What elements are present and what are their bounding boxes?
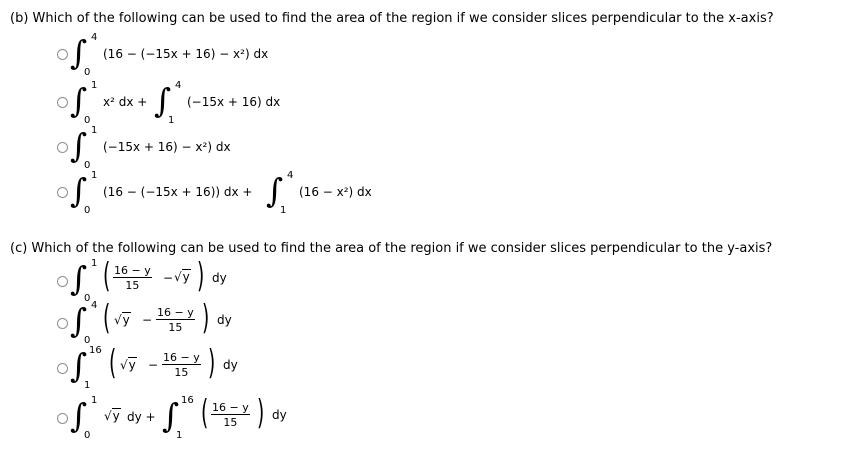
differential: dy [272,408,287,422]
integral-sign-icon: ∫ [70,346,88,385]
question-c: (c) Which of the following can be used to find the area of the region if we consider slices perpendicular to the y-axis? [10,241,773,256]
upper-limit: 4 [175,80,182,91]
lower-limit: 0 [84,293,91,304]
lower-limit: 0 [84,115,91,126]
integral-sign-icon: ∫ [162,396,180,435]
differential: dy [217,313,232,327]
integral-sign-icon: ∫ [70,171,88,210]
left-paren: ( [108,343,117,383]
question-b: (b) Which of the following can be used to find the area of the region if we consider slices perpendicular to the x-axis? [10,11,774,26]
fraction-numerator: 16 − y [114,264,151,277]
upper-limit: 4 [91,300,98,311]
integral-sign-icon: ∫ [70,259,88,298]
radio-b1[interactable] [57,49,68,60]
fraction [211,402,250,428]
radicand: y [182,270,190,284]
minus-sign: − [142,313,153,327]
radio-c4[interactable] [57,413,68,424]
lower-limit: 0 [84,430,91,441]
fraction [113,265,152,291]
fraction-numerator: 16 − y [163,351,200,364]
fraction-numerator: 16 − y [157,306,194,319]
square-root: √y [174,270,190,284]
fraction-denominator: 15 [168,321,183,334]
upper-limit: 1 [91,170,98,181]
fraction-denominator: 15 [125,279,140,292]
upper-limit: 16 [89,345,102,356]
radicand: y [122,313,130,327]
upper-limit: 1 [91,258,98,269]
differential: dy [223,358,238,372]
lower-limit: 1 [176,430,183,441]
integrand: (−15x + 16) − x²) dx [103,140,231,154]
lower-limit: 0 [84,67,91,78]
radio-c2[interactable] [57,318,68,329]
square-root: √y [104,409,120,423]
fraction [162,352,201,378]
square-root: √y [120,358,136,372]
left-paren: ( [102,256,111,296]
lower-limit: 1 [84,380,91,391]
fraction-denominator: 15 [174,366,189,379]
integral-sign-icon: ∫ [266,171,284,210]
differential: dy [212,271,227,285]
radio-c1[interactable] [57,276,68,287]
left-paren: ( [102,298,111,338]
upper-limit: 1 [91,80,98,91]
integrand: x² dx + [103,95,148,109]
integrand: (16 − (−15x + 16)) dx + [103,185,253,199]
fraction [156,307,195,333]
upper-limit: 1 [91,125,98,136]
right-paren: ) [196,256,205,296]
fraction-numerator: 16 − y [212,401,249,414]
integral-sign-icon: ∫ [70,396,88,435]
integral-sign-icon: ∫ [70,301,88,340]
radio-b3[interactable] [57,142,68,153]
radio-c3[interactable] [57,363,68,374]
integrand: (16 − x²) dx [299,185,372,199]
integrand: (−15x + 16) dx [187,95,281,109]
upper-limit: 1 [91,395,98,406]
integrand-tail: dy + [127,410,156,424]
integral-sign-icon: ∫ [70,126,88,165]
radicand: y [112,409,120,423]
upper-limit: 4 [91,32,98,43]
lower-limit: 0 [84,205,91,216]
upper-limit: 4 [287,170,294,181]
minus-sign: − [163,271,174,285]
integrand: (16 − (−15x + 16) − x²) dx [103,47,269,61]
radio-b2[interactable] [57,97,68,108]
right-paren: ) [256,393,265,433]
right-paren: ) [201,298,210,338]
radicand: y [128,358,136,372]
lower-limit: 1 [280,205,287,216]
square-root: √y [114,313,130,327]
upper-limit: 16 [181,395,194,406]
lower-limit: 0 [84,335,91,346]
right-paren: ) [207,343,216,383]
fraction-denominator: 15 [223,416,238,429]
integral-sign-icon: ∫ [70,81,88,120]
left-paren: ( [200,393,209,433]
integral-sign-icon: ∫ [70,33,88,72]
lower-limit: 1 [168,115,175,126]
integral-sign-icon: ∫ [154,81,172,120]
radio-b4[interactable] [57,187,68,198]
minus-sign: − [148,358,159,372]
lower-limit: 0 [84,160,91,171]
